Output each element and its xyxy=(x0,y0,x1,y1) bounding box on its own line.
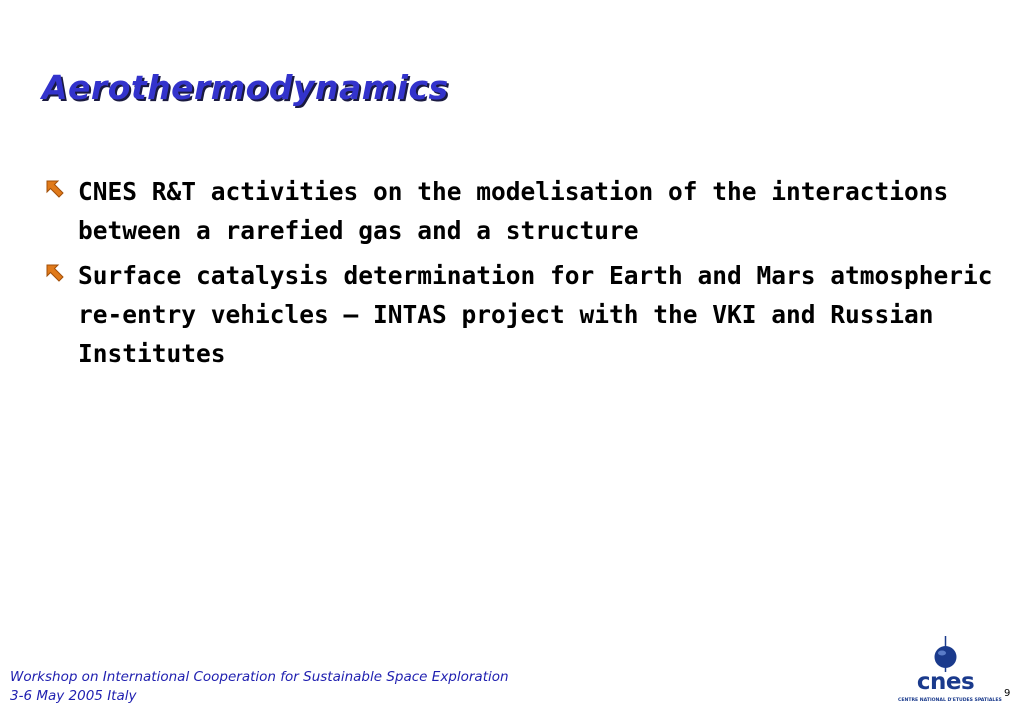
globe-icon xyxy=(898,634,993,674)
bullet-list xyxy=(44,172,1004,379)
bullet-text: CNES R&T activities on the modelisation of the interactions between a rarefied gas and a structure xyxy=(78,177,949,245)
page-number: 9 xyxy=(1004,688,1011,699)
bullet-text: Surface catalysis determination for Earth and Mars atmospheric re-entry vehicles – INTAS project with the VKI and Russian Institutes xyxy=(78,261,993,368)
slide-title: Aerothermodynamics xyxy=(42,68,449,107)
footer-event-name: Workshop on International Cooperation for Sustainable Space Exploration xyxy=(10,669,509,685)
arrow-up-left-icon xyxy=(44,262,66,284)
bullet-item xyxy=(44,256,1004,373)
logo-tagline: CENTRE NATIONAL D'ETUDES SPATIALES xyxy=(898,698,1002,703)
logo-wordmark: cnes xyxy=(916,669,975,695)
bullet-item xyxy=(44,172,1004,250)
arrow-up-left-icon xyxy=(44,178,66,200)
footer-event-date: 3-6 May 2005 Italy xyxy=(10,688,137,704)
footer xyxy=(10,668,509,706)
cnes-logo xyxy=(898,634,1002,706)
